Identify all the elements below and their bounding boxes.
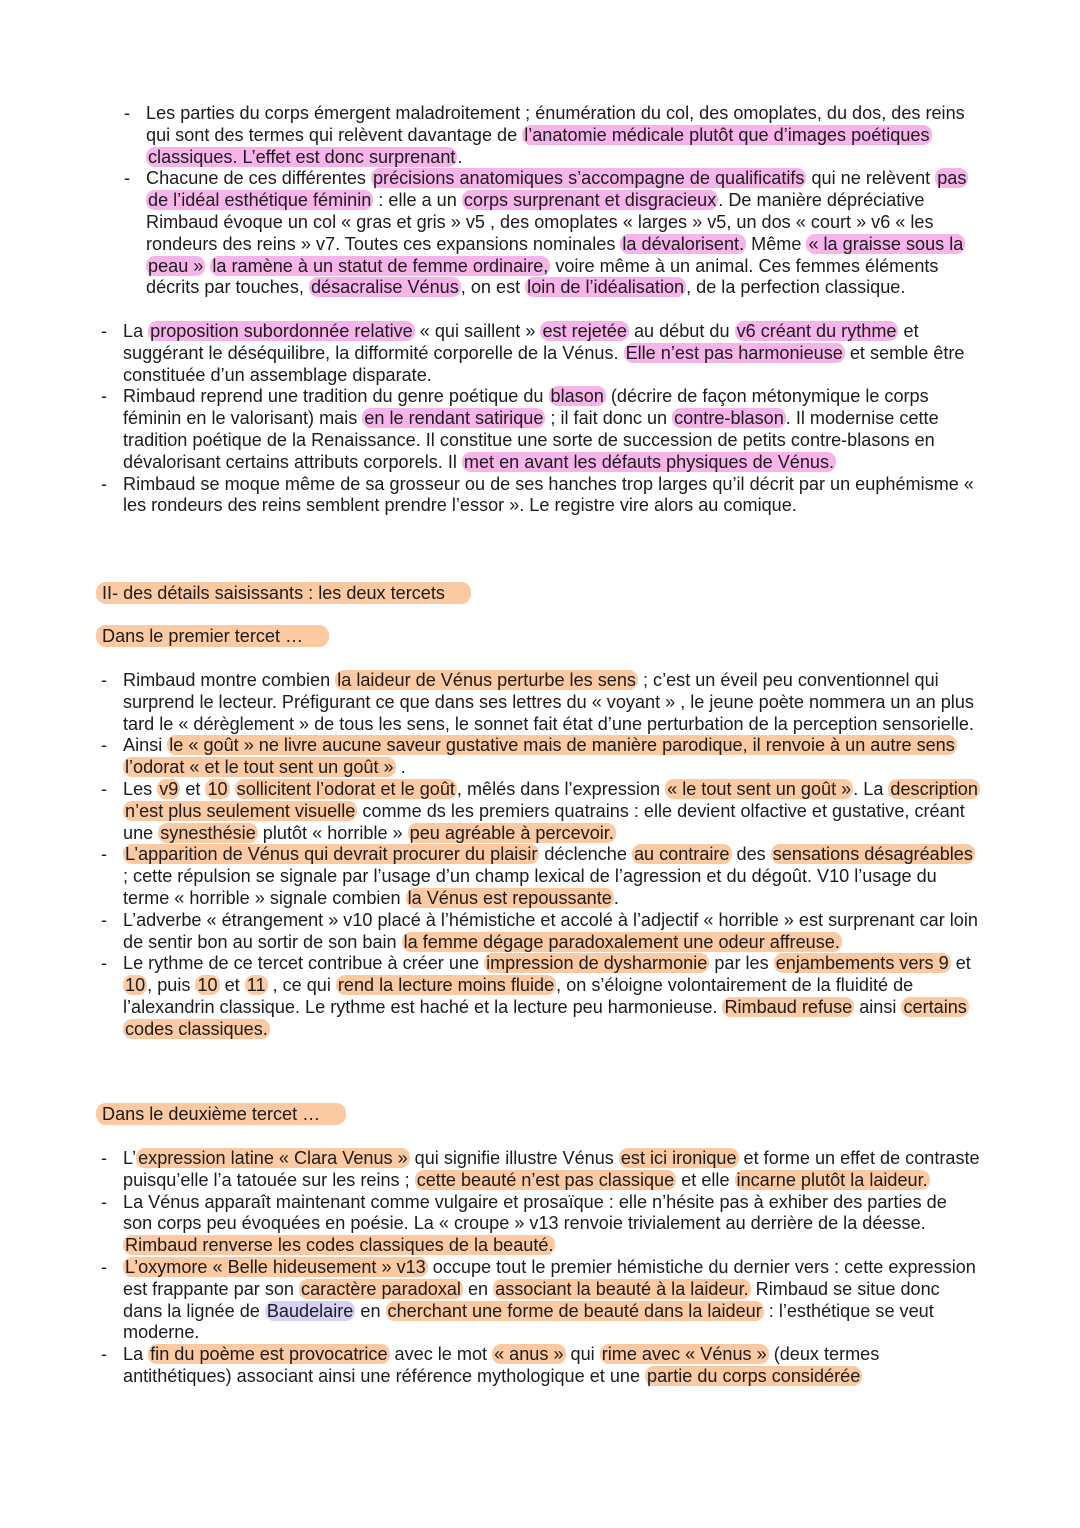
text-run: . La xyxy=(853,778,889,799)
text-run: des xyxy=(731,844,771,865)
highlighted-text: L’oxymore « Belle hideusement » v13 xyxy=(125,1256,426,1277)
text-run: plutôt « horrible » xyxy=(257,822,408,843)
text-run: ainsi xyxy=(854,996,902,1017)
highlighted-text: la femme dégage paradoxalement une odeur affreuse. xyxy=(403,931,840,952)
highlighted-text: 10 xyxy=(125,975,146,996)
text-run: Rimbaud se moque même de sa grosseur ou de ses hanches trop larges qu’il décrit par un euphémisme « les rondeurs des reins semblent prendre l’essor ». Le registre vire alors au comique. xyxy=(123,473,974,516)
bullet-list xyxy=(0,321,1080,517)
text-run: ; il fait donc un xyxy=(545,408,673,429)
text-run: Ainsi xyxy=(123,735,168,756)
list-item xyxy=(0,953,1080,1040)
text-run: ; c’est un éveil peu conventionnel qui surprend le lecteur. Préfigurant ce que dans ses lettres du « voyant » , le jeune poète nommera un an plus tard le « dérèglement » de tous les sens, le sonnet fait état d’une perturbation de la perception sensorielle. xyxy=(123,670,974,734)
text-run: L’ xyxy=(123,1148,137,1168)
highlighted-text: Rimbaud renverse les codes classiques de la beauté. xyxy=(125,1235,554,1256)
highlighted-text: met en avant les défauts physiques de Vénus. xyxy=(463,451,835,472)
highlighted-text: fin du poème est provocatrice xyxy=(150,1344,388,1365)
highlighted-text: rend la lecture moins fluide xyxy=(337,975,555,996)
text-run: La xyxy=(123,1344,149,1365)
highlighted-text: 10 xyxy=(207,778,228,799)
highlighted-text: en le rendant satirique xyxy=(364,408,544,429)
text-run: et xyxy=(950,953,971,974)
highlighted-text: « anus » xyxy=(494,1344,564,1365)
highlighted-text: enjambements vers 9 xyxy=(775,953,949,974)
list-item xyxy=(0,386,1080,473)
text-run: Chacune de ces différentes xyxy=(146,168,371,189)
text-run: Les xyxy=(123,778,158,799)
highlighted-text: loin de l’idéalisation xyxy=(527,277,685,298)
text-run xyxy=(230,779,235,799)
text-run: L’adverbe « étrangement » v10 placé à l’hémistiche et accolé à l’adjectif « horrible » est surprenant car loin de sentir bon au sortir de son bain xyxy=(123,909,978,952)
text-run: Rimbaud reprend une tradition du genre poétique du xyxy=(123,386,549,407)
text-run: en xyxy=(462,1278,494,1299)
text-run: qui xyxy=(565,1344,600,1365)
highlighted-text: synesthésie xyxy=(160,822,256,843)
list-item xyxy=(0,1344,1080,1388)
highlighted-text: v9 xyxy=(159,778,179,799)
subheading-second-tercet: Dans le deuxième tercet … xyxy=(96,1104,346,1126)
highlighted-text: v6 créant du rythme xyxy=(736,321,897,341)
text-run: avec le mot xyxy=(389,1344,493,1365)
text-run: Rimbaud se situe donc dans la lignée de xyxy=(123,1278,940,1321)
text-run: (décrire de façon métonymique le corps féminin en le valorisant) mais xyxy=(123,386,929,429)
text-run: qui ne relèvent xyxy=(806,168,936,189)
text-run: , de la perfection classique. xyxy=(686,277,906,298)
text-run: , puis xyxy=(147,975,196,996)
highlighted-text: Baudelaire xyxy=(266,1300,354,1321)
section-second-tercet-bullets xyxy=(0,1148,1080,1388)
list-item xyxy=(0,168,1080,299)
text-run: Même xyxy=(746,233,807,254)
section-quatrain-main-bullets xyxy=(0,321,1080,517)
text-run: Rimbaud montre combien xyxy=(123,670,336,690)
highlighted-text: expression latine « Clara Venus » xyxy=(138,1148,408,1168)
text-run: occupe tout le premier hémistiche du dernier vers : cette expression est frappante par son xyxy=(123,1256,976,1299)
highlighted-text: le « goût » ne livre aucune saveur gustative mais de manière parodique, il renvoie à un autre sens l’odorat « et le tout sent un goût » xyxy=(125,735,955,778)
highlighted-text: « la graisse sous la peau » xyxy=(148,233,964,276)
text-run: : l’esthétique se veut moderne. xyxy=(123,1300,934,1343)
text-run: , on s’éloigne volontairement de la fluidité de l’alexandrin classique. Le rythme est haché et la lecture peu harmonieuse. xyxy=(123,975,914,1017)
text-run: , on est xyxy=(460,277,526,298)
highlighted-text: pas de l’idéal esthétique féminin xyxy=(148,168,967,211)
highlighted-text: peu agréable à percevoir. xyxy=(409,822,614,843)
text-run: « qui saillent » xyxy=(414,321,541,341)
highlighted-text: caractère paradoxal xyxy=(301,1278,461,1299)
text-run: au début du xyxy=(628,321,735,341)
list-item xyxy=(0,1192,1080,1257)
text-run: et xyxy=(219,975,245,996)
text-run: La Vénus apparaît maintenant comme vulgaire et prosaïque : elle n’hésite pas à exhiber des parties de son corps peu évoquées en poésie. La « croupe » v13 renvoie trivialement au derrière de la déesse. xyxy=(123,1191,947,1234)
section-first-tercet-bullets xyxy=(0,670,1080,1041)
text-run: et forme un effet de contraste puisqu’elle l’a tatouée sur les reins ; xyxy=(123,1148,980,1190)
highlighted-text: au contraire xyxy=(633,844,730,865)
text-run: . xyxy=(457,146,463,167)
bullet-list xyxy=(0,1148,1080,1388)
list-item xyxy=(0,844,1080,909)
bullet-list xyxy=(0,103,1080,299)
text-run: en xyxy=(355,1300,386,1321)
text-run: . xyxy=(613,887,619,908)
text-run: . Il modernise cette tradition poétique de la Renaissance. Il constitue une sorte de succession de petits contre-blasons en dévalorisant certains attributs corporels. Il xyxy=(123,408,939,472)
highlighted-text: est ici ironique xyxy=(620,1148,737,1168)
highlighted-text: proposition subordonnée relative xyxy=(150,321,413,341)
text-run: par les xyxy=(709,953,774,974)
highlighted-text: 11 xyxy=(246,975,266,996)
highlighted-text: la Vénus est repoussante xyxy=(407,887,612,908)
bullet-list xyxy=(0,670,1080,1041)
text-run: : elle a un xyxy=(373,190,462,211)
highlighted-text: Rimbaud refuse xyxy=(724,996,853,1017)
highlighted-text: blason xyxy=(550,386,604,407)
list-item xyxy=(0,735,1080,779)
highlighted-text: sensations désagréables xyxy=(772,844,973,865)
highlighted-text: la ramène à un statut de femme ordinaire, xyxy=(212,255,549,276)
text-run: comme ds les premiers quatrains : elle devient olfactive et gustative, créant une xyxy=(123,800,965,843)
highlighted-text: certains codes classiques. xyxy=(125,996,967,1039)
highlighted-text: Elle n’est pas harmonieuse xyxy=(625,342,843,363)
highlighted-text: associant la beauté à la laideur. xyxy=(495,1278,749,1299)
list-item xyxy=(0,1148,1080,1192)
highlighted-text: précisions anatomiques s’accompagne de qualificatifs xyxy=(372,168,805,189)
list-item xyxy=(0,779,1080,844)
highlighted-text: corps surprenant et disgracieux xyxy=(463,190,717,211)
text-run: Le rythme de ce tercet contribue à créer une xyxy=(123,953,485,974)
list-item xyxy=(0,474,1080,518)
highlighted-text: cherchant une forme de beauté dans la laideur xyxy=(387,1300,762,1321)
text-run: et semble être constituée d’un assemblage disparate. xyxy=(123,342,965,385)
text-run: , ce qui xyxy=(267,975,336,996)
list-item xyxy=(0,1257,1080,1344)
text-run: , mêlés dans l’expression xyxy=(456,778,666,799)
text-run: . xyxy=(395,757,406,778)
highlighted-text: partie du corps considérée xyxy=(647,1365,861,1386)
text-run: La xyxy=(123,321,149,341)
list-item xyxy=(0,103,1080,168)
text-run: et xyxy=(180,778,206,799)
text-run: voire même à un animal. Ces femmes éléments décrits par touches, xyxy=(146,255,939,298)
section-quatrain-sub-bullets xyxy=(0,103,1080,299)
highlighted-text: L’apparition de Vénus qui devrait procurer du plaisir xyxy=(125,844,538,865)
highlighted-text: est rejetée xyxy=(542,321,627,341)
highlighted-text: rime avec « Vénus » xyxy=(601,1344,767,1365)
list-item xyxy=(0,670,1080,735)
text-run: qui signifie illustre Vénus xyxy=(409,1148,619,1168)
text-run: et elle xyxy=(676,1169,735,1190)
list-item xyxy=(0,910,1080,954)
text-run: . De manière dépréciative Rimbaud évoque un col « gras et gris » v5 , des omoplates « larges » v5, un dos « court » v6 « les rondeurs des reins » v7. Toutes ces expansions nominales xyxy=(146,190,934,254)
highlighted-text: contre-blason xyxy=(674,408,784,429)
highlighted-text: incarne plutôt la laideur. xyxy=(736,1169,928,1190)
highlighted-text: l’anatomie médicale plutôt que d’images poétiques classiques. L’effet est donc surprenant xyxy=(148,124,930,167)
highlighted-text: cette beauté n’est pas classique xyxy=(416,1169,675,1190)
highlighted-text: 10 xyxy=(197,975,218,996)
highlighted-text: « le tout sent un goût » xyxy=(667,778,852,799)
text-run: déclenche xyxy=(539,844,632,865)
subheading-first-tercet: Dans le premier tercet … xyxy=(96,626,329,648)
text-run: et suggérant le déséquilibre, la difformité corporelle de la Vénus. xyxy=(123,321,919,363)
list-item xyxy=(0,321,1080,386)
highlighted-text: description n’est plus seulement visuelle xyxy=(125,778,978,821)
highlighted-text: la laideur de Vénus perturbe les sens xyxy=(337,670,636,690)
highlighted-text: la dévalorisent. xyxy=(622,233,745,254)
highlighted-text: impression de dysharmonie xyxy=(486,953,708,974)
text-run: ; cette répulsion se signale par l’usage d’un champ lexical de l’agression et du dégoût. V10 l’usage du terme « horrible » signale combien xyxy=(123,866,937,908)
section-heading-part2: II- des détails saisissants : les deux tercets xyxy=(96,583,471,605)
highlighted-text: désacralise Vénus xyxy=(310,277,459,298)
text-run: (deux termes antithétiques) associant ainsi une référence mythologique et une xyxy=(123,1344,880,1386)
highlighted-text: sollicitent l’odorat et le goût xyxy=(236,778,455,799)
text-run: Les parties du corps émergent maladroitement ; énumération du col, des omoplates, du dos, des reins qui sont des termes qui relèvent davantage de xyxy=(146,103,965,145)
